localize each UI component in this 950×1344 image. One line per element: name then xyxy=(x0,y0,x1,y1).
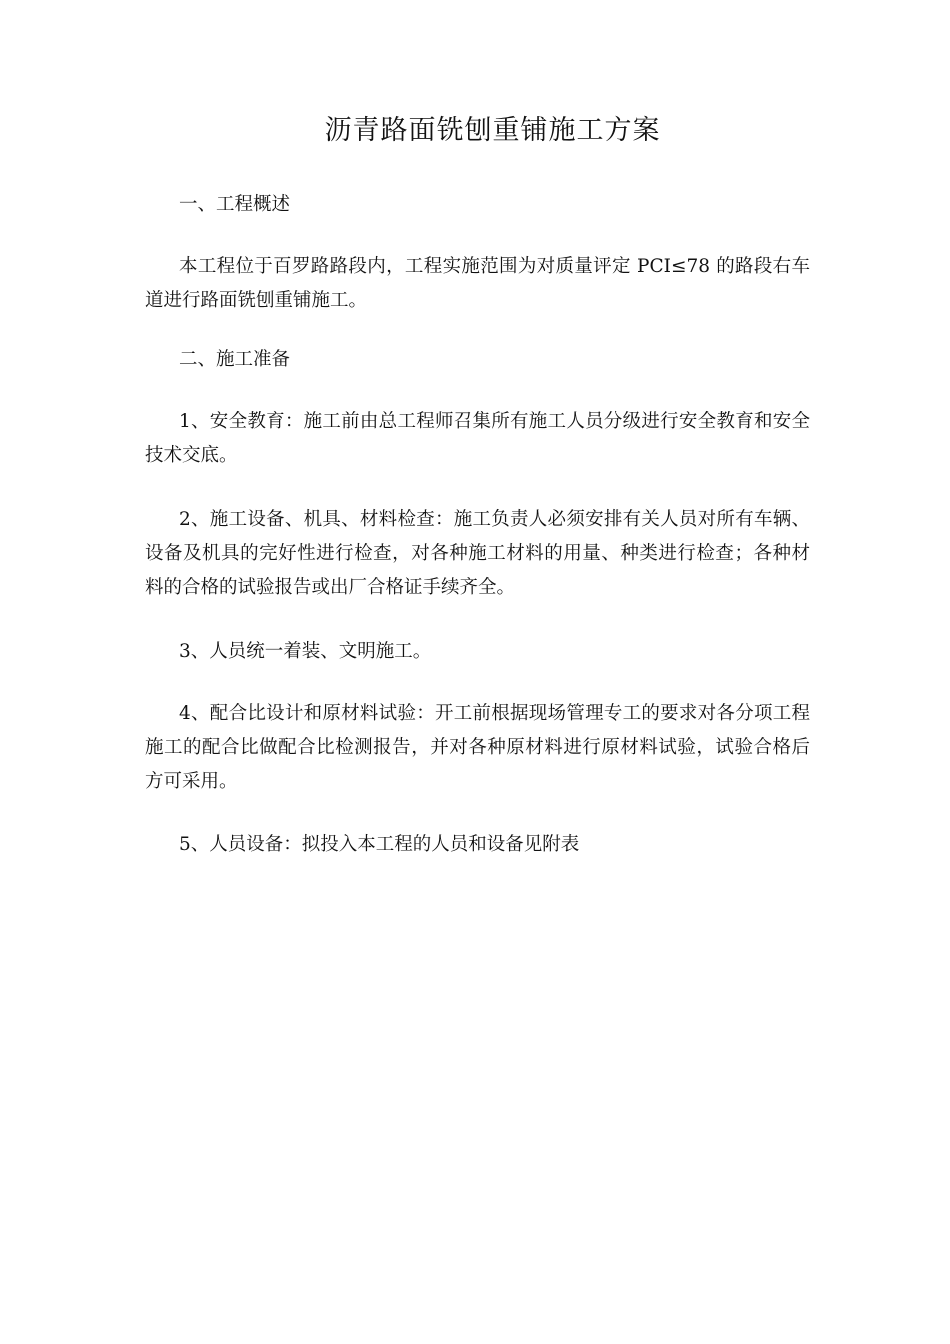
preparation-item-1: 1、安全教育：施工前由总工程师召集所有施工人员分级进行安全教育和安全技术交底。 xyxy=(145,411,810,466)
overview-paragraph: 本工程位于百罗路路段内，工程实施范围为对质量评定 PCI≤78 的路段右车道进行路面铣刨重铺施工。 xyxy=(145,256,810,311)
preparation-item-3: 3、人员统一着装、文明施工。 xyxy=(179,641,432,662)
preparation-item-5: 5、人员设备：拟投入本工程的人员和设备见附表 xyxy=(179,834,580,855)
preparation-item-2: 2、施工设备、机具、材料检查：施工负责人必须安排有关人员对所有车辆、设备及机具的完好性进行检查，对各种施工材料的用量、种类进行检查；各种材料的合格的试验报告或出厂合格证手续齐全。 xyxy=(145,509,810,598)
preparation-item-4: 4、配合比设计和原材料试验：开工前根据现场管理专工的要求对各分项工程施工的配合比做配合比检测报告，并对各种原材料进行原材料试验，试验合格后方可采用。 xyxy=(145,703,810,792)
section-heading-overview: 一、工程概述 xyxy=(179,194,291,215)
section-heading-preparation: 二、施工准备 xyxy=(179,349,291,370)
document-title: 沥青路面铣刨重铺施工方案 xyxy=(324,115,661,146)
